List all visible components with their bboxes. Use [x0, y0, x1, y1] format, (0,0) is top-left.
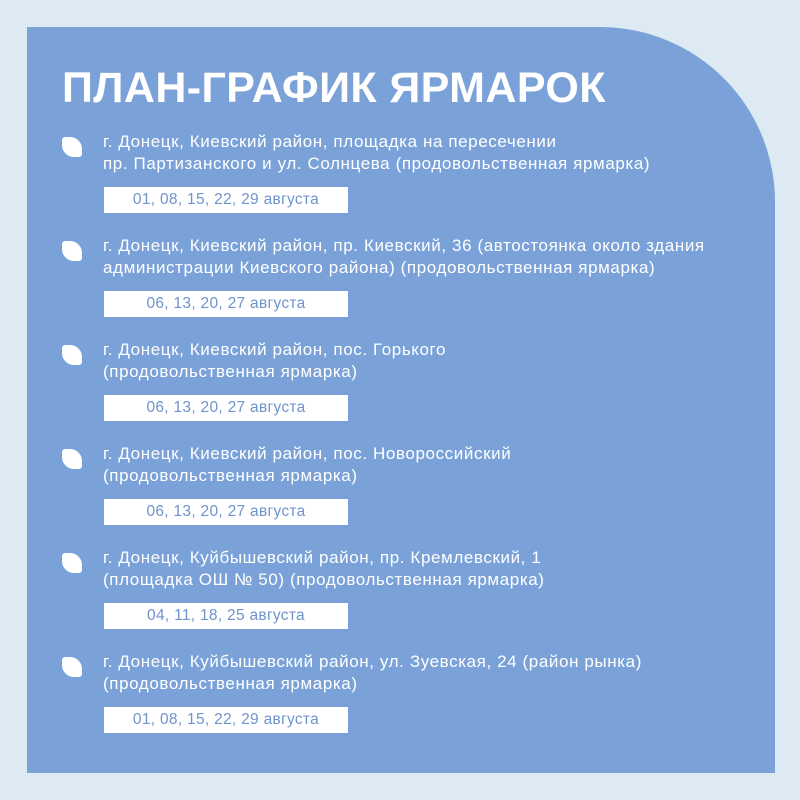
leaf-icon [62, 345, 82, 365]
address-line-2: пр. Партизанского и ул. Солнцева (продовольственная ярмарка) [103, 154, 651, 173]
fair-dates-badge: 06, 13, 20, 27 августа [104, 499, 348, 525]
fair-item [27, 235, 775, 339]
fair-dates-badge: 01, 08, 15, 22, 29 августа [104, 187, 348, 213]
fair-dates-badge: 04, 11, 18, 25 августа [104, 603, 348, 629]
fair-item [27, 443, 775, 547]
address-line-2: (площадка ОШ № 50) (продовольственная ярмарка) [103, 570, 545, 589]
fair-item [27, 339, 775, 443]
address-line-1: г. Донецк, Киевский район, пос. Новороссийский [103, 444, 512, 463]
fair-dates-badge: 06, 13, 20, 27 августа [104, 291, 348, 317]
fair-item [27, 651, 775, 755]
address-line-1: г. Донецк, Куйбышевский район, пр. Кремлевский, 1 [103, 548, 542, 567]
page-title: ПЛАН-ГРАФИК ЯРМАРОК [62, 64, 606, 112]
leaf-icon [62, 657, 82, 677]
fair-dates-badge: 06, 13, 20, 27 августа [104, 395, 348, 421]
fair-address [103, 547, 545, 591]
fair-address [103, 235, 705, 279]
leaf-icon [62, 241, 82, 261]
leaf-icon [62, 137, 82, 157]
address-line-2: (продовольственная ярмарка) [103, 362, 358, 381]
fair-address [103, 443, 511, 487]
fair-item [27, 547, 775, 651]
leaf-icon [62, 449, 82, 469]
fair-dates-badge: 01, 08, 15, 22, 29 августа [104, 707, 348, 733]
fair-item [27, 131, 775, 235]
leaf-icon [62, 553, 82, 573]
fair-address [103, 339, 446, 383]
address-line-1: г. Донецк, Киевский район, площадка на пересечении [103, 132, 557, 151]
schedule-card [27, 27, 775, 773]
address-line-2: (продовольственная ярмарка) [103, 466, 358, 485]
fair-address [103, 651, 642, 695]
address-line-1: г. Донецк, Куйбышевский район, ул. Зуевская, 24 (район рынка) [103, 652, 642, 671]
address-line-2: администрации Киевского района) (продовольственная ярмарка) [103, 258, 656, 277]
fair-address [103, 131, 650, 175]
fair-list [27, 131, 775, 755]
address-line-2: (продовольственная ярмарка) [103, 674, 358, 693]
address-line-1: г. Донецк, Киевский район, пос. Горького [103, 340, 447, 359]
address-line-1: г. Донецк, Киевский район, пр. Киевский, 36 (автостоянка около здания [103, 236, 705, 255]
